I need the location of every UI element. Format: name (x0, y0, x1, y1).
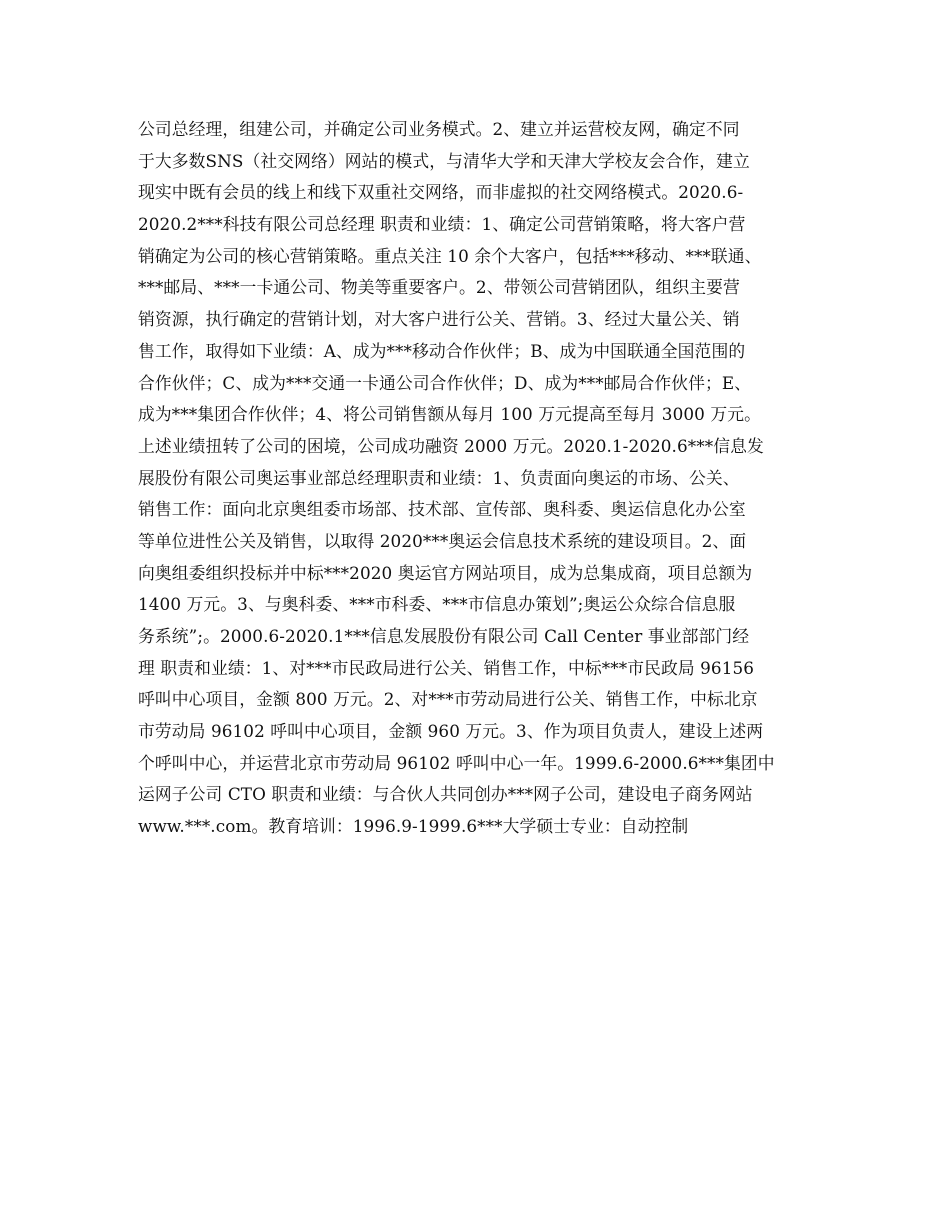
text-line: ***邮局、***一卡通公司、物美等重要客户。2、带领公司营销团队，组织主要营 (138, 277, 740, 298)
text-line: 上述业绩扭转了公司的困境，公司成功融资 2000 万元。2020.1-2020.6***信息发 (138, 435, 764, 456)
text-line: 市劳动局 96102 呼叫中心项目，金额 960 万元。3、作为项目负责人，建设上述两 (138, 721, 764, 742)
text-line: 销售工作：面向北京奥组委市场部、技术部、宣传部、奥科委、奥运信息化办公室 (138, 499, 746, 520)
text-line: 运网子公司 CTO 职责和业绩：与合伙人共同创办***网子公司，建设电子商务网站 (138, 784, 753, 805)
text-line: 销确定为公司的核心营销策略。重点关注 10 余个大客户，包括***移动、***联通、 (138, 245, 762, 266)
text-line: 个呼叫中心，并运营北京市劳动局 96102 呼叫中心一年。1999.6-2000.6***集团中 (138, 752, 775, 773)
text-line: 等单位进性公关及销售，以取得 2020***奥运会信息技术系统的建设项目。2、面 (138, 530, 747, 551)
text-line: 售工作，取得如下业绩：A、成为***移动合作伙伴；B、成为中国联通全国范围的 (138, 340, 746, 361)
text-line: 合作伙伴；C、成为***交通一卡通公司合作伙伴；D、成为***邮局合作伙伴；E、 (138, 372, 752, 393)
text-line: 呼叫中心项目，金额 800 万元。2、对***市劳动局进行公关、销售工作，中标北京 (138, 689, 758, 710)
text-line: 公司总经理，组建公司，并确定公司业务模式。2、建立并运营校友网，确定不同 (138, 119, 740, 139)
text-line: 1400 万元。3、与奥科委、***市科委、***市信息办策划”;奥运公众综合信息服 (138, 594, 736, 615)
text-line: www.***.com。教育培训：1996.9-1999.6***大学硕士专业：自动控制 (138, 816, 689, 837)
text-line: 务系统”;。2000.6-2020.1***信息发展股份有限公司 Call Center 事业部部门经 (138, 626, 750, 646)
body-text (138, 114, 814, 843)
text-line: 现实中既有会员的线上和线下双重社交网络，而非虚拟的社交网络模式。2020.6- (138, 182, 744, 203)
text-line: 于大多数SNS（社交网络）网站的模式，与清华大学和天津大学校友会合作，建立 (138, 150, 750, 171)
text-line: 理 职责和业绩：1、对***市民政局进行公关、销售工作，中标***市民政局 96156 (138, 657, 755, 678)
text-line: 销资源，执行确定的营销计划，对大客户进行公关、营销。3、经过大量公关、销 (138, 309, 740, 330)
text-line: 2020.2***科技有限公司总经理 职责和业绩：1、确定公司营销策略，将大客户营 (138, 214, 746, 235)
text-line: 展股份有限公司奥运事业部总经理职责和业绩：1、负责面向奥运的市场、公关、 (138, 467, 740, 488)
text-line: 成为***集团合作伙伴；4、将公司销售额从每月 100 万元提高至每月 3000 万元。 (138, 404, 761, 425)
text-line: 向奥组委组织投标并中标***2020 奥运官方网站项目，成为总集成商，项目总额为 (138, 562, 753, 583)
